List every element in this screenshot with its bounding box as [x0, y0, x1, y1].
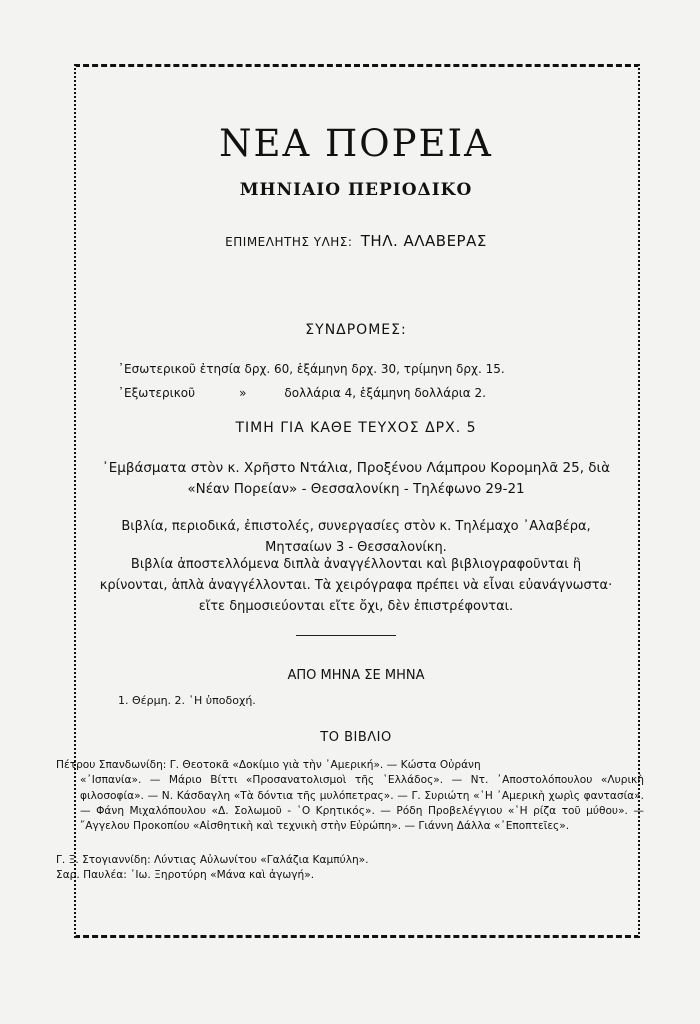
editor-line	[78, 232, 634, 250]
editor-name: ΤΗΛ. ΑΛΑΒΕΡΑΣ	[360, 232, 487, 250]
issue-price: ΤΙΜΗ ΓΙΑ ΚΑΘΕ ΤΕΥΧΟΣ ΔΡΧ. 5	[235, 420, 477, 436]
apo-mina-items: 1. Θέρμη. 2. ῾Η ὑποδοχή.	[118, 694, 256, 707]
book-review-entry	[56, 758, 644, 834]
ditto-mark: »	[239, 386, 247, 400]
book-review-entry-rest: «᾿Ισπανία». — Μάριο Βίττι «Προσανατολισμοὶ τῆς ῾Ελλάδος». — Ντ. ᾿Αποστολόπουλου «Λυρικὴ φιλοσοφία». — Ν. Κάσδαγλη «Τὰ δόντια τῆς μυλόπετρας». — Γ. Συριώτη «῾Η ᾿Αμερικὴ χωρὶς φαντασία». — Φάνη Μιχαλόπουλου «Δ. Σολωμοῦ - ῾Ο Κρητικός». — Ρόδη Προβελέγγιου «῾Η ρίζα τοῦ μύθου». — ῎Αγγελου Προκοπίου «Αἰσθητικὴ καὶ τεχνικὴ στὴν Εὐρώπη». — Γιάννη Δάλλα «᾿Εποπτεῖες».	[80, 774, 644, 833]
magazine-subtitle: ΜΗΝΙΑΙΟ ΠΕΡΙΟΔΙΚΟ	[239, 180, 473, 200]
section-heading-apo-mina: ΑΠΟ ΜΗΝΑ ΣΕ ΜΗΝΑ	[287, 668, 425, 683]
book-review-entry-first: Πέτρου Σπανδωνίδη: Γ. Θεοτοκᾶ «Δοκίμιο γιὰ τὴν ᾿Αμερική». — Κώστα Οὐράνη	[56, 759, 481, 771]
remittances-notice: ᾿Εμβάσματα στὸν κ. Χρῆστο Ντάλια, Προξένου Λάμπρου Κορομηλᾶ 25, διὰ «Νέαν Πορείαν» - Θεσσαλονίκη - Τηλέφωνο 29-21	[101, 460, 611, 497]
book-review-entry-3: Σαρ. Παυλέα: ᾿Ιω. Ξηροτύρη «Μάνα καὶ ἀγωγή».	[56, 869, 315, 881]
foreign-label: ᾿Εξωτερικοῦ	[118, 386, 196, 400]
subscription-domestic: ᾿Εσωτερικοῦ ἐτησία δρχ. 60, ἑξάμηνη δρχ. 30, τρίμηνη δρχ. 15.	[118, 362, 505, 376]
divider	[296, 635, 396, 636]
books-policy-notice: Βιβλία ἀποστελλόμενα διπλὰ ἀναγγέλλονται καὶ βιβλιογραφοῦνται ἢ κρίνονται, ἁπλὰ ἀναγγέλλονται. Τὰ χειρόγραφα πρέπει νὰ εἶναι εὐανάγνωστα· εἴτε δημοσιεύονται εἴτε ὄχι, δὲν ἐπιστρέφονται.	[99, 557, 613, 614]
subscription-foreign	[118, 386, 486, 400]
book-review-entry-2: Γ. Ξ. Στογιαννίδη: Λύντιας Αὐλωνίτου «Γαλάζια Καμπύλη».	[56, 854, 369, 866]
section-heading-to-vivlio: ΤΟ ΒΙΒΛΙΟ	[320, 730, 392, 745]
subscriptions-heading: ΣΥΝΔΡΟΜΕΣ:	[305, 322, 407, 338]
cover-page	[56, 70, 644, 930]
editor-label: ΕΠΙΜΕΛΗΤΗΣ ΥΛΗΣ:	[225, 235, 353, 249]
magazine-title: ΝΕΑ ΠΟΡΕΙΑ	[219, 122, 493, 165]
foreign-text: δολλάρια 4, ἑξάμηνη δολλάρια 2.	[284, 386, 486, 400]
correspondence-notice: Βιβλία, περιοδικά, ἐπιστολές, συνεργασίες στὸν κ. Τηλέμαχο ᾿Αλαβέρα, Μητσαίων 3 - Θεσσαλονίκη.	[121, 519, 591, 555]
